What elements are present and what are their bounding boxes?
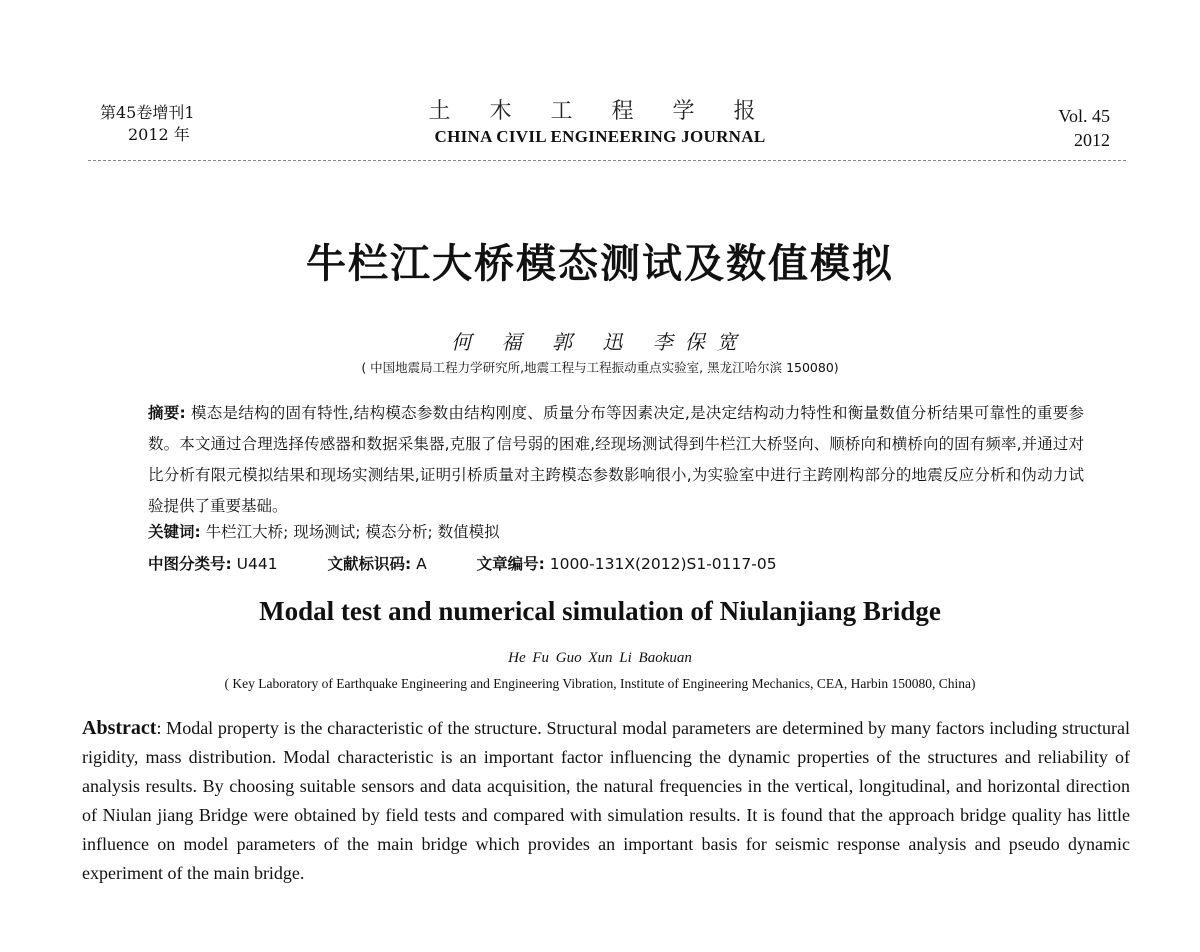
journal-name-en: CHINA CIVIL ENGINEERING JOURNAL (434, 127, 766, 146)
paper-title-en: Modal test and numerical simulation of Niulanjiang Bridge (259, 596, 941, 626)
doc-code-value: A (416, 555, 427, 573)
authors-en: He Fu Guo Xun Li Baokuan (508, 650, 692, 666)
affiliation-en: ( Key Laboratory of Earthquake Engineering and Engineering Vibration, Institute of Engineering Mechanics, CEA, Harbin 150080, China) (224, 676, 976, 691)
abstract-en-text: : Modal property is the characteristic of the structure. Structural modal parameters are determined by many factors including structural rigidity, mass distribution. Modal characteristic is an important factor influencing the dynamic properties of the structures and reliability of analysis results. By choosing suitable sensors and data acquisition, the natural frequencies in the vertical, longitudinal, and horizontal direction of Niulan jiang Bridge were obtained by field tests and compared with simulation results. It is found that the approach bridge quality has little influence on model parameters of the main bridge which provides an important basis for seismic response analysis and pseudo dynamic experiment of the main bridge. (82, 718, 1130, 883)
journal-year-cn: 2012 年 (128, 125, 190, 144)
running-header-center (300, 98, 900, 148)
abstract-cn-text: 模态是结构的固有特性,结构模态参数由结构刚度、质量分布等因素决定,是决定结构动力特性和衡量数值分析结果可靠性的重要参数。本文通过合理选择传感器和数据采集器,克服了信号弱的困难,经现场测试得到牛栏江大桥竖向、顺桥向和横桥向的固有频率,并通过对比分析有限元模拟结果和现场实测结果,证明引桥质量对主跨模态参数影响很小,为实验室中进行主跨刚构部分的地震反应分析和伪动力试验提供了重要基础。 (148, 404, 1084, 515)
clc-value: U441 (236, 555, 278, 573)
affiliation-cn: ( 中国地震局工程力学研究所,地震工程与工程振动重点实验室, 黑龙江哈尔滨 150080) (361, 360, 839, 375)
journal-volume: Vol. 45 (1058, 106, 1110, 126)
article-no-value: 1000-131X(2012)S1-0117-05 (549, 555, 777, 573)
journal-name-cn: 土 木 工 程 学 报 (428, 99, 772, 124)
abstract-en (82, 714, 1130, 888)
abstract-cn (148, 398, 1084, 522)
running-header-left (100, 102, 195, 146)
article-no-label: 文章编号: (476, 555, 545, 573)
abstract-cn-label: 摘要: (148, 404, 186, 422)
keywords-cn-label: 关键词: (148, 523, 201, 541)
paper-title-cn: 牛栏江大桥模态测试及数值模拟 (306, 241, 894, 287)
authors-cn: 何 福 郭 迅 李保宽 (451, 330, 749, 354)
journal-issue: 第45卷增刊1 (100, 103, 195, 122)
clc-label: 中图分类号: (148, 555, 232, 573)
keywords-cn (148, 520, 1084, 542)
classification-line (148, 552, 1084, 574)
running-header-right (1058, 104, 1110, 152)
journal-year-en: 2012 (1074, 130, 1110, 150)
keywords-cn-text: 牛栏江大桥; 现场测试; 模态分析; 数值模拟 (205, 523, 500, 541)
header-divider (88, 160, 1126, 161)
abstract-en-label: Abstract (82, 717, 157, 739)
doc-code-label: 文献标识码: (327, 555, 412, 573)
